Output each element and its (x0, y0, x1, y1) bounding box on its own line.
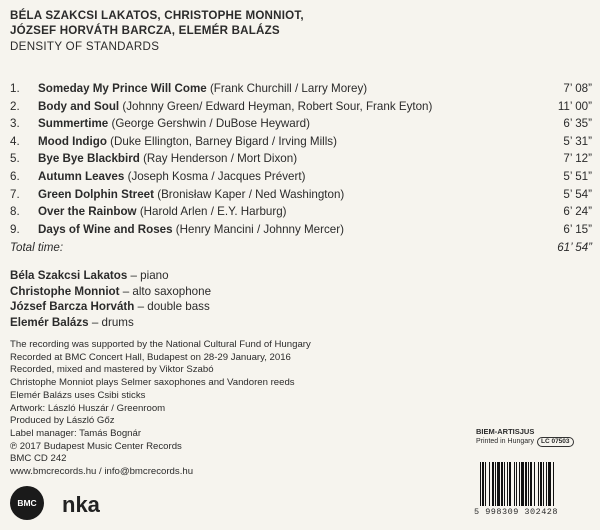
musician (10, 268, 211, 284)
track-title: Over the Rainbow (38, 205, 137, 219)
track-duration: 6’ 15” (563, 222, 592, 236)
header (10, 9, 304, 54)
track-duration: 5’ 54” (563, 187, 592, 201)
track-title: Someday My Prince Will Come (38, 82, 207, 95)
track-number: 1. (10, 82, 20, 95)
credit-line: Artwork: László Huszár / Greenroom (10, 402, 166, 414)
credit-line: Produced by László Gőz (10, 415, 115, 427)
credit-line: BMC CD 242 (10, 453, 67, 465)
total-time (10, 240, 592, 256)
credit-line: Recorded, mixed and mastered by Viktor Szabó (10, 364, 214, 376)
bmc-logo: BMC (10, 486, 44, 520)
credit-line: Label manager: Tamás Bognár (10, 427, 142, 439)
track-number: 8. (10, 205, 20, 219)
track-writers: (Harold Arlen / E.Y. Harburg) (139, 205, 287, 219)
musician-role: – piano (127, 269, 169, 282)
track-number: 7. (10, 187, 20, 201)
track-writers: (Johnny Green/ Edward Heyman, Robert Sour, Frank Eyton) (122, 99, 433, 113)
biem-artisjus: BIEM-ARTISJUS (476, 427, 535, 436)
track-row (10, 203, 592, 221)
track-row (10, 80, 592, 98)
musician-name: Béla Szakcsi Lakatos (10, 269, 128, 282)
track-writers: (Henry Mancini / Johnny Mercer) (175, 222, 344, 236)
track-title: Summertime (38, 117, 109, 131)
track-row (10, 186, 592, 204)
nka-logo (62, 490, 112, 520)
credit-line: Christophe Monniot plays Selmer saxophones and Vandoren reeds (10, 377, 295, 389)
track-title: Green Dolphin Street (38, 187, 154, 201)
musician-role: – drums (88, 315, 134, 329)
musician (10, 299, 211, 315)
barcode-number: 5 998309 302428 (474, 507, 559, 517)
musician-name: Christophe Monniot (10, 284, 120, 298)
track-title: Days of Wine and Roses (38, 222, 173, 236)
track-duration: 5’ 31” (563, 134, 592, 148)
track-duration: 6’ 35” (563, 117, 592, 131)
musician-role: – alto saxophone (119, 284, 212, 298)
track-writers: (Joseph Kosma / Jacques Prévert) (127, 169, 306, 183)
track-number: 2. (10, 99, 20, 113)
personnel (10, 268, 211, 330)
track-row (10, 133, 592, 151)
track-writers: (Ray Henderson / Mort Dixon) (143, 152, 298, 166)
track-number: 6. (10, 169, 20, 183)
track-number: 5. (10, 152, 20, 166)
credit-line: www.bmcrecords.hu / info@bmcrecords.hu (10, 466, 194, 478)
track-title: Mood Indigo (38, 134, 107, 148)
track-row (10, 168, 592, 186)
track-writers: (Frank Churchill / Larry Morey) (209, 82, 368, 95)
track-duration: 7’ 08” (563, 82, 592, 95)
track-number: 4. (10, 134, 20, 148)
track-writers: (Duke Ellington, Barney Bigard / Irving Mills) (110, 134, 337, 148)
musician-role: – double bass (134, 300, 210, 314)
credit-line: Recorded at BMC Concert Hall, Budapest on 28-29 January, 2016 (10, 351, 291, 363)
credits (10, 339, 311, 479)
artists-line-2: JÓZSEF HORVÁTH BARCZA, ELEMÉR BALÁZS (10, 23, 280, 37)
total-time-value: 61’ 54” (557, 241, 592, 254)
track-row (10, 221, 592, 239)
musician (10, 315, 211, 331)
track-number: 9. (10, 222, 20, 236)
track-row (10, 98, 592, 116)
musician (10, 284, 211, 300)
track-duration: 5’ 51” (563, 169, 592, 183)
track-title: Autumn Leaves (38, 169, 125, 183)
credit-line: The recording was supported by the National Cultural Fund of Hungary (10, 339, 311, 350)
label-code: LC 07503 (537, 437, 574, 447)
nka-logo-text: nka (62, 492, 100, 517)
track-duration: 6’ 24” (563, 205, 592, 219)
musician-name: Elemér Balázs (10, 315, 89, 329)
track-row (10, 115, 592, 133)
album-title: DENSITY OF STANDARDS (10, 40, 160, 53)
credit-line: Elemér Balázs uses Csibi sticks (10, 389, 146, 401)
musician-name: József Barcza Horváth (10, 300, 135, 314)
track-writers: (George Gershwin / DuBose Heyward) (111, 117, 310, 131)
track-duration: 7’ 12” (563, 152, 592, 166)
track-title: Bye Bye Blackbird (38, 152, 140, 166)
track-row (10, 150, 592, 168)
artists-line-1: BÉLA SZAKCSI LAKATOS, CHRISTOPHE MONNIOT, (10, 9, 304, 22)
track-writers: (Bronisław Kaper / Ned Washington) (157, 187, 345, 201)
track-number: 3. (10, 117, 20, 131)
total-time-label: Total time: (10, 241, 64, 254)
tracklist (10, 80, 592, 238)
rights-info (476, 427, 574, 447)
credit-line: ℗ 2017 Budapest Music Center Records (10, 440, 182, 452)
printed-in: Printed in Hungary (476, 438, 534, 445)
track-title: Body and Soul (38, 99, 120, 113)
track-duration: 11’ 00” (557, 99, 592, 113)
